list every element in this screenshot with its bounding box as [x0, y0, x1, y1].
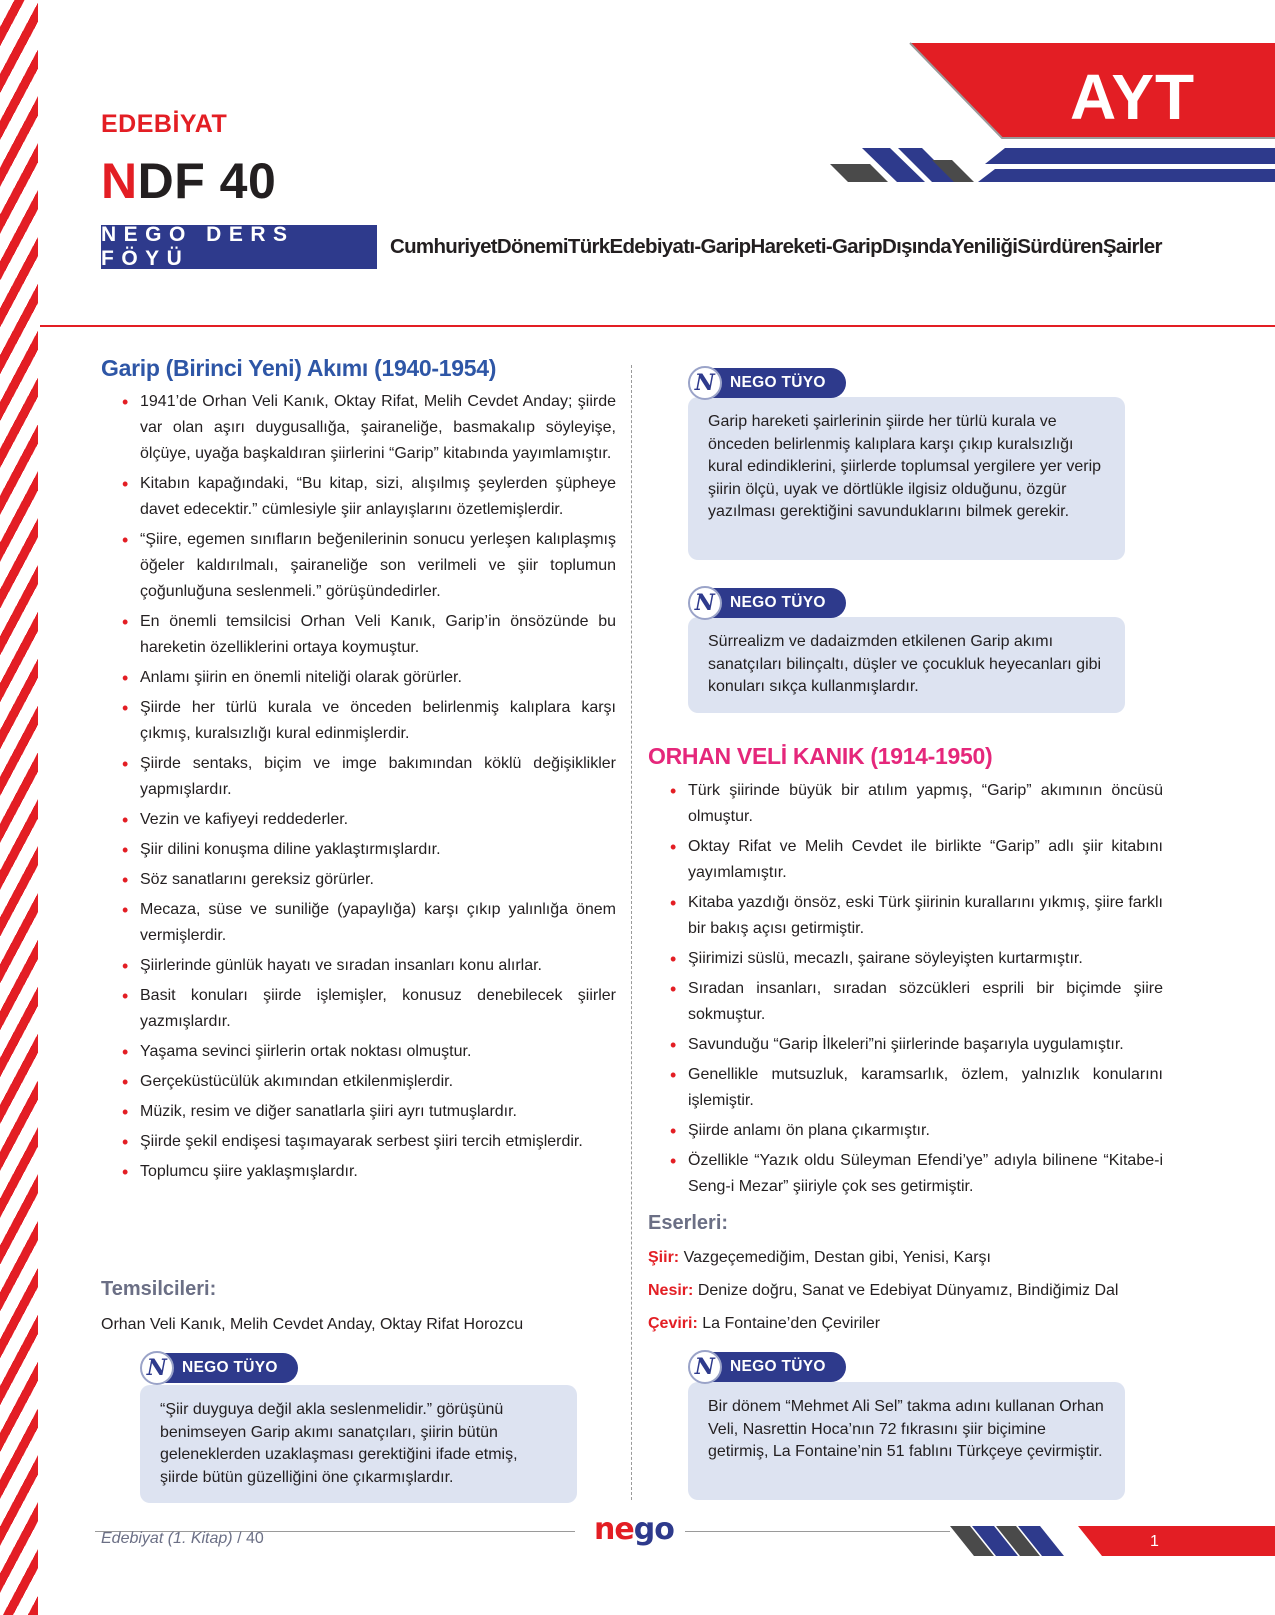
- document-code: [101, 152, 276, 210]
- tip-pill-right-2: [690, 588, 846, 618]
- stripe-blue-long: [985, 148, 1275, 164]
- tip-pill-right-3: [690, 1352, 846, 1382]
- tip-text: Bir dönem “Mehmet Ali Sel” takma adını kullanan Orhan Veli, Nasrettin Hoca’nın 72 fıkrasını şiir biçimine getirmiş, La Fontaine’nin 51 fablını Türkçeye çevirmiştir.: [708, 1398, 1104, 1460]
- work-row: [648, 1245, 1168, 1271]
- list-item: • Kitabın kapağındaki, “Bu kitap, sizi, alışılmış şeylerden şüpheye davet edecektir.” cümlesiyle şiir anlayışlarını özetlemişlerdir.: [122, 471, 616, 523]
- exam-label: AYT: [1070, 61, 1196, 133]
- stripe-blue-long-2: [978, 169, 1275, 182]
- footer-line-right: [685, 1531, 950, 1532]
- tip-box-right-3: [688, 1382, 1125, 1500]
- work-label: Çeviri:: [648, 1315, 698, 1332]
- list-item: • Şiirimizi süslü, mecazlı, şairane söyleyişten kurtarmıştır.: [670, 946, 1163, 972]
- tip-pill-left: [142, 1353, 298, 1383]
- list-item: • Anlamı şiirin en önemli niteliği olarak görürler.: [122, 665, 616, 691]
- header-divider: [40, 325, 1275, 327]
- list-item: • Basit konuları şiirde işlemişler, konusuz denebilecek şiirler yazmışlardır.: [122, 983, 616, 1035]
- orhan-veli-list: [670, 778, 1163, 1204]
- nego-n-icon: N: [688, 366, 722, 400]
- list-item: • Şiirlerinde günlük hayatı ve sıradan insanları konu alırlar.: [122, 953, 616, 979]
- tip-text: Sürrealizm ve dadaizmden etkilenen Garip akımı sanatçıları bilinçaltı, düşler ve çocukluk heyecanları gibi konuları sıkça kullanmışlardır.: [708, 633, 1102, 695]
- column-divider: [631, 365, 632, 1500]
- header-banner-graphic: [830, 38, 1275, 188]
- book-page: / 40: [237, 1530, 264, 1547]
- list-item: • Şiirde şekil endişesi taşımayarak serbest şiiri tercih etmişlerdir.: [122, 1129, 616, 1155]
- tip-label: NEGO TÜYO: [730, 374, 826, 391]
- foy-badge: NEGO DERS FÖYÜ: [101, 225, 377, 269]
- works-heading: Eserleri:: [648, 1212, 729, 1234]
- book-title: Edebiyat (1. Kitap): [101, 1530, 233, 1547]
- list-item: • Söz sanatlarını gereksiz görürler.: [122, 867, 616, 893]
- code-letter: N: [101, 153, 138, 209]
- garip-features-list: [122, 389, 616, 1189]
- nego-n-icon: N: [688, 1350, 722, 1384]
- list-item: • Genellikle mutsuzluk, karamsarlık, özlem, yalnızlık konularını işlemiştir.: [670, 1062, 1163, 1114]
- list-item: • Kitaba yazdığı önsöz, eski Türk şiirinin kurallarını yıkmış, şiire farklı bir bakış açısı getirmiştir.: [670, 890, 1163, 942]
- list-item: • Şiirde sentaks, biçim ve imge bakımından köklü değişiklikler yapmışlardır.: [122, 751, 616, 803]
- tip-box-right-1: [688, 397, 1125, 560]
- list-item: • Gerçeküstücülük akımından etkilenmişlerdir.: [122, 1069, 616, 1095]
- list-item: • Yaşama sevinci şiirlerin ortak noktası olmuştur.: [122, 1039, 616, 1065]
- page-number: 1: [1150, 1533, 1159, 1550]
- logo-part-b: go: [633, 1512, 674, 1547]
- work-label: Şiir:: [648, 1249, 680, 1266]
- left-stripe-border: [0, 0, 38, 1615]
- tip-label: NEGO TÜYO: [182, 1359, 278, 1376]
- list-item: • Vezin ve kafiyeyi reddederler.: [122, 807, 616, 833]
- tip-box-right-2: [688, 617, 1125, 713]
- topic-title: CumhuriyetDönemiTürkEdebiyatı-GaripHareketi-GaripDışındaYeniliğiSürdürenŞairler: [390, 235, 1162, 258]
- tip-text: Garip hareketi şairlerinin şiirde her türlü kurala ve önceden belirlenmiş kalıplara karşı çıkıp kuralsızlığı kural edindiklerini, şiirlerde toplumsal yergilere yer verip şiirin ölçü, uyak ve dörtlükle ilgisiz olduğunu, özgür yazılması gerektiğini savunduklarını bilmek gerekir.: [708, 413, 1102, 520]
- list-item: • Şiirde her türlü kurala ve önceden belirlenmiş kalıplara karşı çıkmış, kuralsızlığı kural edinmişlerdir.: [122, 695, 616, 747]
- list-item: • Şiir dilini konuşma diline yaklaştırmışlardır.: [122, 837, 616, 863]
- tip-label: NEGO TÜYO: [730, 594, 826, 611]
- list-item: • Toplumcu şiire yaklaşmışlardır.: [122, 1159, 616, 1185]
- work-text: Denize doğru, Sanat ve Edebiyat Dünyamız, Bindiğimiz Dal: [697, 1282, 1119, 1299]
- list-item: • Mecaza, süse ve suniliğe (yapaylığa) karşı çıkıp yalınlığa önem vermişlerdir.: [122, 897, 616, 949]
- list-item: • 1941’de Orhan Veli Kanık, Oktay Rifat, Melih Cevdet Anday; şiirde var olan aşırı duygusallığa, şairaneliğe, basmakalıp söyleyişe, ölçüye, uyağa başkaldıran şiirlerini “Garip” kitabında yayımlamıştır.: [122, 389, 616, 467]
- list-item: • Savunduğu “Garip İlkeleri”ni şiirlerinde başarıyla uygulamıştır.: [670, 1032, 1163, 1058]
- footer-graphic: [950, 1520, 1275, 1560]
- logo-part-a: ne: [594, 1512, 634, 1547]
- section-heading-garip: Garip (Birinci Yeni) Akımı (1940-1954): [101, 355, 497, 381]
- footer-book-label: [101, 1530, 264, 1548]
- work-label: Nesir:: [648, 1282, 694, 1299]
- list-item: • Oktay Rifat ve Melih Cevdet ile birlikte “Garip” adlı şiir kitabını yayımlamıştır.: [670, 834, 1163, 886]
- work-text: La Fontaine’den Çeviriler: [702, 1315, 881, 1332]
- footer-red-shape: [1078, 1526, 1275, 1556]
- work-row: [648, 1278, 1168, 1304]
- list-item: • Özellikle “Yazık oldu Süleyman Efendi’ye” adıyla bilinene “Kitabe-i Seng-i Mezar” şiiriyle çok ses getirmiştir.: [670, 1148, 1163, 1200]
- tip-box-left: [140, 1385, 577, 1503]
- nego-logo: [594, 1512, 674, 1547]
- stripe-dark-1: [830, 164, 888, 182]
- tip-text: “Şiir duyguya değil akla seslenmelidir.” görüşünü benimseyen Garip akımı sanatçıları, şiirin bütün geleneklerden uzaklaşması gerektiğini ifade etmiş, şiirde bütün güzelliğini öne çıkarmışlardır.: [160, 1401, 518, 1486]
- tip-pill-right-1: [690, 368, 846, 398]
- representatives-heading: Temsilcileri:: [101, 1278, 217, 1300]
- work-text: Vazgeçemediğim, Destan gibi, Yenisi, Karşı: [683, 1249, 991, 1266]
- code-rest: DF 40: [137, 153, 277, 209]
- representatives-text: Orhan Veli Kanık, Melih Cevdet Anday, Oktay Rifat Horozcu: [101, 1316, 524, 1333]
- nego-n-icon: N: [688, 586, 722, 620]
- work-row: [648, 1311, 1168, 1337]
- list-item: • “Şiire, egemen sınıfların beğenilerinin sonucu yerleşen kalıplaşmış öğeler kaldırılmalı, şairaneliğe son verilmeli ve şiir toplumun çoğunluğuna seslenmeli.” görüşündedirler.: [122, 527, 616, 605]
- subject-label: EDEBİYAT: [101, 110, 228, 138]
- list-item: • En önemli temsilcisi Orhan Veli Kanık, Garip’in önsözünde bu hareketin özelliklerini ortaya koymuştur.: [122, 609, 616, 661]
- section-heading-orhan-veli: ORHAN VELİ KANIK (1914-1950): [648, 743, 993, 769]
- list-item: • Şiirde anlamı ön plana çıkarmıştır.: [670, 1118, 1163, 1144]
- list-item: • Müzik, resim ve diğer sanatlarla şiiri ayrı tutmuşlardır.: [122, 1099, 616, 1125]
- tip-label: NEGO TÜYO: [730, 1358, 826, 1375]
- list-item: • Türk şiirinde büyük bir atılım yapmış, “Garip” akımının öncüsü olmuştur.: [670, 778, 1163, 830]
- nego-n-icon: N: [140, 1351, 174, 1385]
- works-list: [648, 1245, 1168, 1344]
- list-item: • Sıradan insanları, sıradan sözcükleri esprili bir biçimde şiire sokmuştur.: [670, 976, 1163, 1028]
